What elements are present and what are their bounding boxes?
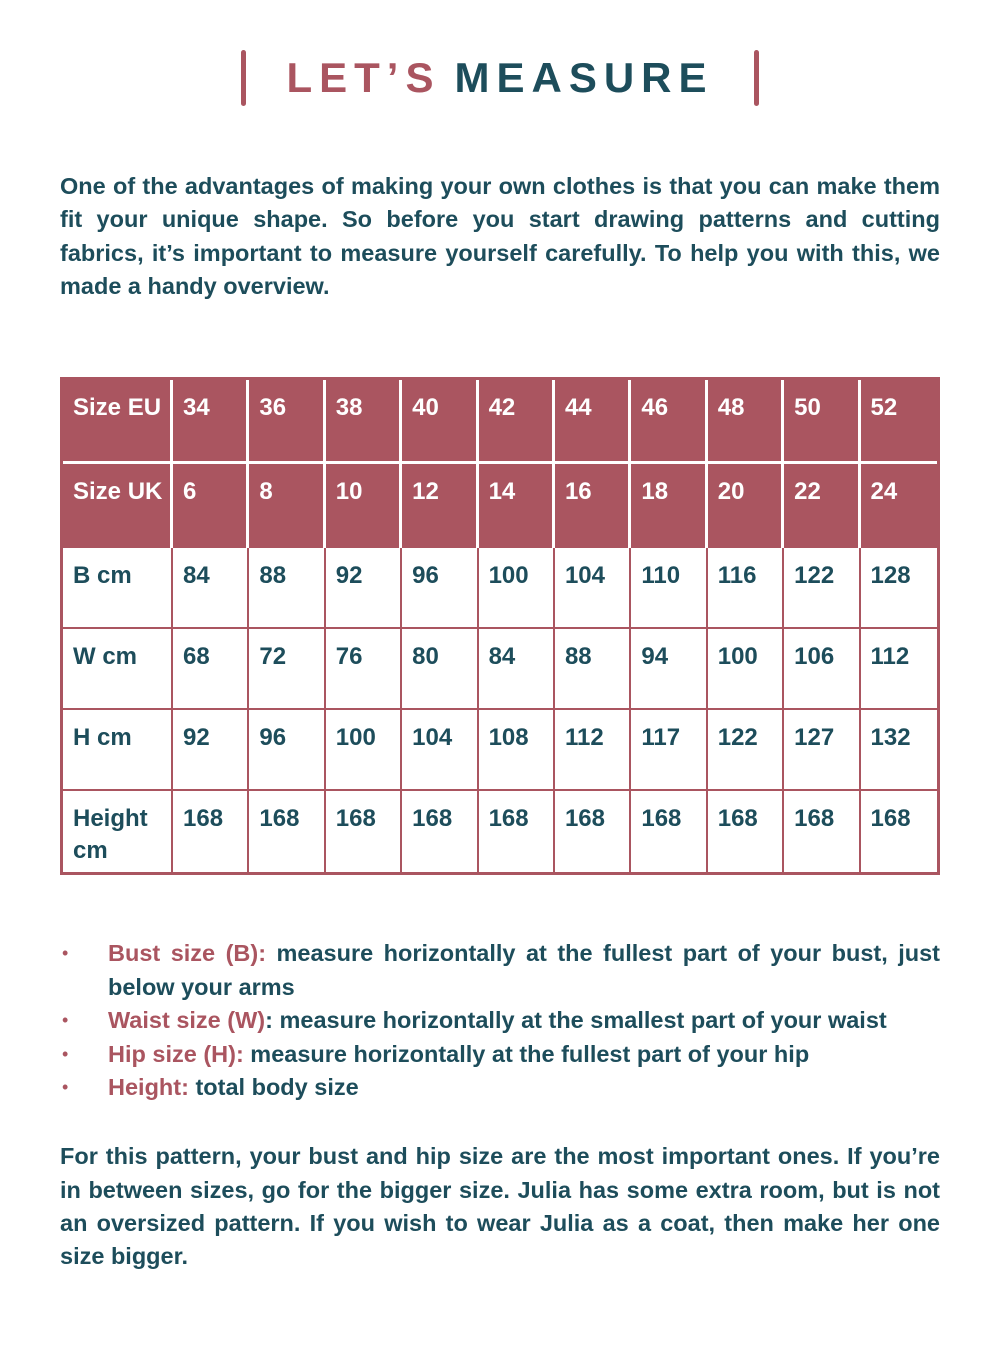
- intro-paragraph: One of the advantages of making your own clothes is that you can make them fit your unique shape. So before you start drawing patterns and cutting fabrics, it’s important to measure yourself carefully. To help you with this, we made a handy overview.: [60, 173, 940, 300]
- size-value-cell: 128: [861, 548, 937, 629]
- title-right-bar-decoration: [754, 50, 759, 106]
- size-value-cell: 112: [861, 629, 937, 710]
- bullet-text: [108, 1004, 940, 1037]
- list-item: [60, 1071, 940, 1104]
- size-value-cell: 168: [326, 791, 402, 872]
- title-word-lets: LET’S: [286, 54, 441, 101]
- size-value-cell: 132: [861, 710, 937, 791]
- table-row: [63, 710, 937, 791]
- size-value-cell: 34: [173, 380, 249, 464]
- row-label: Size UK: [63, 464, 173, 548]
- size-value-cell: 108: [479, 710, 555, 791]
- size-value-cell: 14: [479, 464, 555, 548]
- size-value-cell: 110: [631, 548, 707, 629]
- bullet-term: Waist size (W): [108, 1007, 266, 1034]
- size-value-cell: 106: [784, 629, 860, 710]
- list-item: [60, 1004, 940, 1037]
- size-value-cell: 168: [479, 791, 555, 872]
- size-table: [60, 377, 940, 875]
- size-value-cell: 168: [249, 791, 325, 872]
- bullet-text: [108, 937, 940, 1004]
- size-value-cell: 168: [861, 791, 937, 872]
- measurement-definitions-list: [60, 937, 940, 1104]
- size-value-cell: 96: [249, 710, 325, 791]
- row-label: Height cm: [63, 791, 173, 872]
- size-value-cell: 168: [555, 791, 631, 872]
- page-title-text: [286, 54, 713, 102]
- size-value-cell: 100: [326, 710, 402, 791]
- size-value-cell: 92: [173, 710, 249, 791]
- size-value-cell: 18: [631, 464, 707, 548]
- size-value-cell: 168: [173, 791, 249, 872]
- bullet-dot-icon: •: [62, 1043, 69, 1064]
- size-value-cell: 94: [631, 629, 707, 710]
- table-row: [63, 548, 937, 629]
- size-value-cell: 168: [402, 791, 478, 872]
- size-value-cell: 88: [249, 548, 325, 629]
- size-value-cell: 127: [784, 710, 860, 791]
- size-value-cell: 8: [249, 464, 325, 548]
- size-value-cell: 92: [326, 548, 402, 629]
- size-value-cell: 6: [173, 464, 249, 548]
- size-value-cell: 80: [402, 629, 478, 710]
- row-label: Size EU: [63, 380, 173, 464]
- measure-page: [0, 44, 1000, 1274]
- size-value-cell: 44: [555, 380, 631, 464]
- size-value-cell: 168: [631, 791, 707, 872]
- bullet-text: [108, 1038, 940, 1071]
- bullet-text: [108, 1071, 940, 1104]
- size-value-cell: 104: [555, 548, 631, 629]
- size-value-cell: 68: [173, 629, 249, 710]
- page-title: [60, 44, 940, 112]
- size-value-cell: 84: [173, 548, 249, 629]
- size-value-cell: 76: [326, 629, 402, 710]
- size-value-cell: 38: [326, 380, 402, 464]
- size-value-cell: 122: [784, 548, 860, 629]
- size-value-cell: 10: [326, 464, 402, 548]
- size-value-cell: 12: [402, 464, 478, 548]
- size-value-cell: 84: [479, 629, 555, 710]
- size-value-cell: 42: [479, 380, 555, 464]
- list-item: [60, 937, 940, 1004]
- size-value-cell: 50: [784, 380, 860, 464]
- bullet-dot-icon: •: [62, 1010, 69, 1031]
- size-value-cell: 122: [708, 710, 784, 791]
- size-value-cell: 40: [402, 380, 478, 464]
- size-value-cell: 36: [249, 380, 325, 464]
- title-word-measure: MEASURE: [454, 54, 714, 101]
- bullet-term: Hip size (H):: [108, 1040, 244, 1067]
- size-value-cell: 22: [784, 464, 860, 548]
- size-value-cell: 168: [708, 791, 784, 872]
- table-row: [63, 464, 937, 548]
- bullet-term: Bust size (B):: [108, 940, 267, 967]
- size-value-cell: 24: [861, 464, 937, 548]
- table-row: [63, 380, 937, 464]
- size-value-cell: 168: [784, 791, 860, 872]
- bullet-description: : measure horizontally at the smallest part of your waist: [265, 1007, 887, 1034]
- size-value-cell: 112: [555, 710, 631, 791]
- size-value-cell: 48: [708, 380, 784, 464]
- table-row: [63, 629, 937, 710]
- bullet-description: total body size: [188, 1073, 359, 1100]
- size-value-cell: 52: [861, 380, 937, 464]
- bullet-description: measure horizontally at the fullest part of your hip: [243, 1040, 810, 1067]
- outro-paragraph: For this pattern, your bust and hip size are the most important ones. If you’re in between sizes, go for the bigger size. Julia has some extra room, but is not an oversized pattern. If you wish to wear Julia as a coat, then make her one size bigger.: [60, 1143, 940, 1270]
- size-value-cell: 72: [249, 629, 325, 710]
- table-row: [63, 791, 937, 872]
- bullet-dot-icon: •: [62, 943, 69, 964]
- size-value-cell: 117: [631, 710, 707, 791]
- bullet-description: measure horizontally at the fullest part of your bust, just below your arms: [108, 940, 940, 1000]
- row-label: B cm: [63, 548, 173, 629]
- title-left-bar-decoration: [241, 50, 246, 106]
- size-value-cell: 20: [708, 464, 784, 548]
- size-value-cell: 100: [708, 629, 784, 710]
- size-value-cell: 46: [631, 380, 707, 464]
- size-value-cell: 100: [479, 548, 555, 629]
- size-value-cell: 16: [555, 464, 631, 548]
- row-label: W cm: [63, 629, 173, 710]
- list-item: [60, 1038, 940, 1071]
- bullet-term: Height:: [108, 1073, 189, 1100]
- size-value-cell: 88: [555, 629, 631, 710]
- size-value-cell: 96: [402, 548, 478, 629]
- bullet-dot-icon: •: [62, 1076, 69, 1097]
- size-value-cell: 116: [708, 548, 784, 629]
- size-value-cell: 104: [402, 710, 478, 791]
- row-label: H cm: [63, 710, 173, 791]
